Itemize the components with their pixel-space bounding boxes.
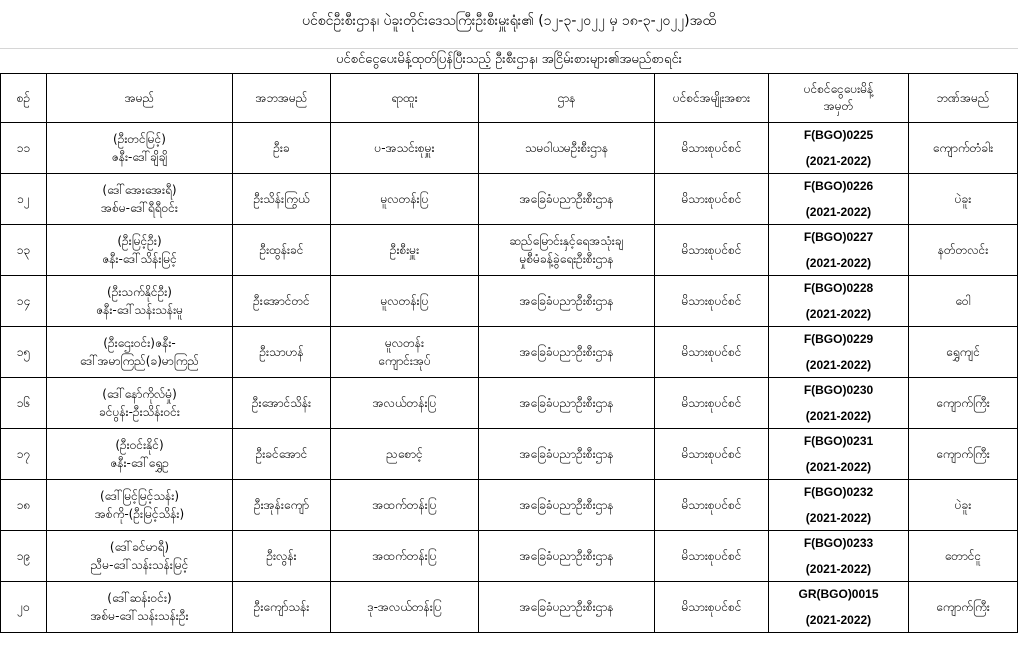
cell-pension-type [655, 429, 769, 480]
cell-pension-type-text: မိသားစုပင်စင် [681, 446, 742, 461]
cell-department-line1: သမဝါယမဦးစီးဌာန [524, 141, 609, 155]
cell-department-line1: အခြေခံပညာဦးစီးဌာန [519, 498, 614, 512]
table-row [1, 276, 1018, 327]
cell-license-year: (2021-2022) [805, 460, 872, 474]
cell-name-line1: (ဦးတင်မြင့်) [113, 132, 166, 146]
cell-pension-type [655, 531, 769, 582]
cell-bank [909, 123, 1018, 174]
col-header-no: စဉ် [1, 74, 47, 123]
cell-department [479, 531, 655, 582]
cell-name-line1: (ဒေါ်နော်ကိုလ်မှုံ) [102, 387, 177, 401]
cell-name-line2: ဇနီး-ဒေါ်သိန်းမြင့် [102, 252, 177, 266]
col-header-department: ဌာန [479, 74, 655, 123]
cell-license-no [769, 123, 909, 174]
cell-father [233, 378, 331, 429]
page-title: ပင်စင်ဦးစီးဌာန၊ ပဲခူးတိုင်းဒေသကြီးဦးစီးမှူးရုံး၏ (၁၂-၃-၂၀၂၂ မှ ၁၈-၃-၂၀၂၂)အထိ [301, 12, 717, 29]
cell-license-code: F(BGO)0230 [803, 383, 874, 397]
cell-department [479, 480, 655, 531]
cell-father [233, 123, 331, 174]
cell-license-code: F(BGO)0227 [803, 230, 874, 244]
cell-pension-type-text: မိသားစုပင်စင် [681, 344, 742, 359]
col-header-pension-type: ပင်စင်အမျိုးအစား [655, 74, 769, 123]
cell-position [331, 276, 479, 327]
col-header-name: အမည် [47, 74, 233, 123]
cell-position-line1: ညစောင့် [386, 447, 423, 461]
cell-license-no [769, 276, 909, 327]
cell-bank [909, 429, 1018, 480]
cell-pension-type-text: မိသားစုပင်စင် [681, 191, 742, 206]
cell-father [233, 480, 331, 531]
table-row [1, 174, 1018, 225]
cell-father [233, 225, 331, 276]
cell-license-year: (2021-2022) [805, 154, 872, 168]
cell-pension-type [655, 123, 769, 174]
cell-pension-type [655, 174, 769, 225]
cell-name-line1: (ဦးဌေးဝင်း)ဇနီး- [103, 336, 176, 350]
cell-pension-type-text: မိသားစုပင်စင် [681, 140, 742, 155]
cell-father-text: ဦးလွန်း [266, 548, 297, 563]
cell-name [47, 327, 233, 378]
cell-father-text: ဦးအောင်သိန်း [251, 395, 312, 410]
cell-position [331, 429, 479, 480]
cell-position [331, 123, 479, 174]
cell-father-text: ဦးခင်အောင် [255, 446, 308, 461]
cell-department [479, 174, 655, 225]
cell-position-line2: ကျောင်းအုပ် [378, 354, 431, 368]
col-header-bank: ဘဏ်အမည် [909, 74, 1018, 123]
cell-department-line1: ဆည်မြောင်းနှင့်ရေအသုံးချ [509, 234, 624, 248]
cell-father-text: ဦးအုန်းကျော် [253, 497, 310, 512]
cell-name [47, 174, 233, 225]
cell-license-no [769, 327, 909, 378]
cell-bank-text: ဝေါ [955, 293, 971, 308]
cell-father [233, 582, 331, 633]
cell-name-line2: အစ်မ-ဒေါ်သန်းသန်းဦး [90, 609, 189, 623]
cell-name [47, 276, 233, 327]
cell-pension-type-text: မိသားစုပင်စင် [681, 242, 742, 257]
cell-father [233, 174, 331, 225]
cell-name [47, 429, 233, 480]
cell-no-text: ၁၁ [16, 140, 31, 155]
cell-name-line2: ဒေါ်အမာကြည်(ခ)မာကြည် [79, 354, 200, 368]
cell-department-line1: အခြေခံပညာဦးစီးဌာန [519, 396, 614, 410]
cell-license-year: (2021-2022) [805, 562, 872, 576]
table-row [1, 582, 1018, 633]
cell-license-no [769, 225, 909, 276]
table-row [1, 429, 1018, 480]
cell-department-line1: အခြေခံပညာဦးစီးဌာန [519, 192, 614, 206]
table-body [1, 123, 1018, 633]
cell-no-text: ၁၄ [16, 293, 31, 308]
cell-name [47, 480, 233, 531]
cell-license-year: (2021-2022) [805, 205, 872, 219]
cell-name-line2: ဇနီး-ဒေါ်ချိချိ [111, 150, 168, 164]
table-row [1, 123, 1018, 174]
cell-pension-type-text: မိသားစုပင်စင် [681, 293, 742, 308]
cell-license-no [769, 174, 909, 225]
cell-department [479, 582, 655, 633]
cell-position [331, 174, 479, 225]
cell-position [331, 225, 479, 276]
cell-name-line2: ညီမ-ဒေါ်သန်းသန်းမြင့် [90, 558, 189, 572]
cell-bank [909, 480, 1018, 531]
cell-position-line1: အလယ်တန်းပြ [372, 396, 437, 410]
cell-position-line1: ပ-အသင်းစုမှူး [374, 141, 435, 155]
cell-pension-type-text: မိသားစုပင်စင် [681, 395, 742, 410]
table-row [1, 225, 1018, 276]
cell-license-no [769, 480, 909, 531]
cell-father-text: ဦးအောင်တင် [253, 293, 310, 308]
header-row [1, 74, 1018, 123]
cell-bank-text: ကျောက်ကြီး [936, 446, 990, 461]
cell-name-line1: (ဦးမြင့်ဦး) [117, 234, 162, 248]
cell-name-line1: (ဒေါ်ခင်မာရီ) [109, 540, 170, 554]
cell-father [233, 429, 331, 480]
cell-license-year: (2021-2022) [805, 613, 872, 627]
table-row [1, 378, 1018, 429]
cell-department [479, 225, 655, 276]
cell-department [479, 327, 655, 378]
cell-no-text: ၁၉ [16, 548, 31, 563]
cell-department [479, 429, 655, 480]
cell-name-line1: (ဒေါ်အေးအေးရီ) [102, 183, 177, 197]
col-header-father: အဘအမည် [233, 74, 331, 123]
table-row [1, 531, 1018, 582]
cell-license-no [769, 378, 909, 429]
cell-license-no [769, 582, 909, 633]
cell-name-line2: အစ်ကို-(ဦးမြင့်သိန်း) [94, 507, 185, 521]
cell-no [1, 429, 47, 480]
cell-no-text: ၁၆ [16, 395, 31, 410]
cell-license-code: F(BGO)0228 [803, 281, 874, 295]
cell-name [47, 531, 233, 582]
cell-name [47, 123, 233, 174]
cell-no [1, 378, 47, 429]
cell-department-line2: မှုစီမံခန့်ခွဲရေးဦးစီးဌာန [519, 252, 614, 266]
cell-no-text: ၂၀ [17, 599, 30, 614]
cell-license-year: (2021-2022) [805, 511, 872, 525]
cell-position [331, 378, 479, 429]
cell-no-text: ၁၈ [16, 497, 31, 512]
cell-position [331, 531, 479, 582]
cell-pension-type-text: မိသားစုပင်စင် [681, 599, 742, 614]
cell-name [47, 582, 233, 633]
cell-name-line1: (ဦးဝင်းနိုင်) [115, 438, 164, 452]
cell-license-code: F(BGO)0231 [803, 434, 874, 448]
cell-position-line1: ဦးစီးမှူး [389, 243, 420, 257]
cell-no-text: ၁၃ [16, 242, 31, 257]
cell-name-line1: (ဒေါ်မြင့်မြင့်သန်း) [100, 489, 179, 503]
cell-bank [909, 378, 1018, 429]
cell-no-text: ၁၂ [17, 191, 30, 206]
col-header-license-no: ပင်စင်ငွေပေးမိန့် အမှတ် [769, 74, 909, 123]
cell-department [479, 123, 655, 174]
cell-pension-type-text: မိသားစုပင်စင် [681, 497, 742, 512]
cell-license-code: F(BGO)0232 [803, 485, 874, 499]
cell-pension-type [655, 327, 769, 378]
cell-license-code: GR(BGO)0015 [798, 587, 879, 601]
cell-bank [909, 174, 1018, 225]
cell-father [233, 531, 331, 582]
cell-no-text: ၁၅ [16, 344, 31, 359]
cell-father-text: ဦးခ [273, 140, 290, 155]
cell-pension-type [655, 276, 769, 327]
cell-name-line1: (ဒေါ်ဆန်းဝင်း) [107, 591, 172, 605]
cell-no [1, 327, 47, 378]
cell-license-no [769, 429, 909, 480]
cell-license-code: F(BGO)0226 [803, 179, 874, 193]
cell-department-line1: အခြေခံပညာဦးစီးဌာန [519, 294, 614, 308]
cell-license-code: F(BGO)0233 [803, 536, 874, 550]
cell-father [233, 276, 331, 327]
cell-bank-text: ကျောက်တံခါး [932, 140, 994, 155]
cell-pension-type [655, 582, 769, 633]
cell-no [1, 480, 47, 531]
cell-bank-text: နတ်တလင်း [937, 242, 989, 257]
cell-name-line2: အစ်မ-ဒေါ်ရီရီဝင်း [101, 201, 178, 215]
cell-bank [909, 225, 1018, 276]
cell-position-line1: ဒု-အလယ်တန်းပြ [367, 600, 442, 614]
cell-bank-text: တောင်ငူ [944, 548, 982, 563]
pension-table [0, 73, 1018, 633]
cell-pension-type [655, 225, 769, 276]
cell-position-line1: မူလတန်းပြ [380, 192, 429, 206]
cell-name-line1: (ဦးသက်နိုင်ဦး) [107, 285, 172, 299]
cell-position [331, 582, 479, 633]
cell-name-line2: ဇနီး-ဒေါ်သန်းသန်းမူ [95, 303, 184, 317]
col-header-position: ရာထူး [331, 74, 479, 123]
cell-license-no [769, 531, 909, 582]
cell-bank-text: ကျောက်ကြီး [936, 599, 990, 614]
cell-department [479, 276, 655, 327]
cell-position-line1: မူလတန်း [384, 336, 425, 350]
cell-license-year: (2021-2022) [805, 307, 872, 321]
cell-father [233, 327, 331, 378]
cell-position [331, 480, 479, 531]
cell-no [1, 174, 47, 225]
cell-license-code: F(BGO)0229 [803, 332, 874, 346]
cell-name [47, 378, 233, 429]
cell-license-year: (2021-2022) [805, 256, 872, 270]
cell-no [1, 582, 47, 633]
cell-department-line1: အခြေခံပညာဦးစီးဌာန [519, 600, 614, 614]
cell-position-line1: အထက်တန်းပြ [372, 549, 437, 563]
cell-father-text: ဦးသာဟန် [259, 344, 304, 359]
cell-name [47, 225, 233, 276]
cell-position-line1: မူလတန်းပြ [380, 294, 429, 308]
cell-name-line2: ခင်ပွန်း-ဦးသိန်းဝင်း [99, 405, 180, 419]
cell-no [1, 225, 47, 276]
cell-bank-text: ကျောက်ကြီး [936, 395, 990, 410]
table-row [1, 480, 1018, 531]
cell-no-text: ၁၇ [16, 446, 31, 461]
cell-no [1, 123, 47, 174]
cell-father-text: ဦးထွန်းခင် [259, 242, 304, 257]
cell-name-line2: ဇနီး-ဒေါ်ရွှေဥ [110, 456, 169, 470]
cell-position-line1: အထက်တန်းပြ [372, 498, 437, 512]
cell-no [1, 276, 47, 327]
cell-license-year: (2021-2022) [805, 409, 872, 423]
cell-pension-type [655, 378, 769, 429]
cell-department-line1: အခြေခံပညာဦးစီးဌာန [519, 345, 614, 359]
cell-department-line1: အခြေခံပညာဦးစီးဌာန [519, 447, 614, 461]
page-subtitle: ပင်စင်ငွေပေးမိန့်ထုတ်ပြန်ပြီးသည့် ဦးစီးဌာန၊ အငြိမ်းစားများ၏အမည်စာရင်း [336, 51, 682, 67]
cell-bank-text: ပဲခူး [954, 191, 972, 206]
cell-pension-type-text: မိသားစုပင်စင် [681, 548, 742, 563]
cell-license-code: F(BGO)0225 [803, 128, 874, 142]
cell-bank [909, 276, 1018, 327]
cell-bank-text: ရွှေကျင် [946, 344, 980, 359]
cell-bank-text: ပဲခူး [954, 497, 972, 512]
cell-bank [909, 327, 1018, 378]
cell-bank [909, 582, 1018, 633]
cell-bank [909, 531, 1018, 582]
cell-father-text: ဦးကျော်သန်း [253, 599, 310, 614]
cell-pension-type [655, 480, 769, 531]
cell-position [331, 327, 479, 378]
cell-license-year: (2021-2022) [805, 358, 872, 372]
cell-father-text: ဦးသိန်းကြွယ် [253, 191, 310, 206]
table-row [1, 327, 1018, 378]
cell-department [479, 378, 655, 429]
cell-department-line1: အခြေခံပညာဦးစီးဌာန [519, 549, 614, 563]
cell-no [1, 531, 47, 582]
